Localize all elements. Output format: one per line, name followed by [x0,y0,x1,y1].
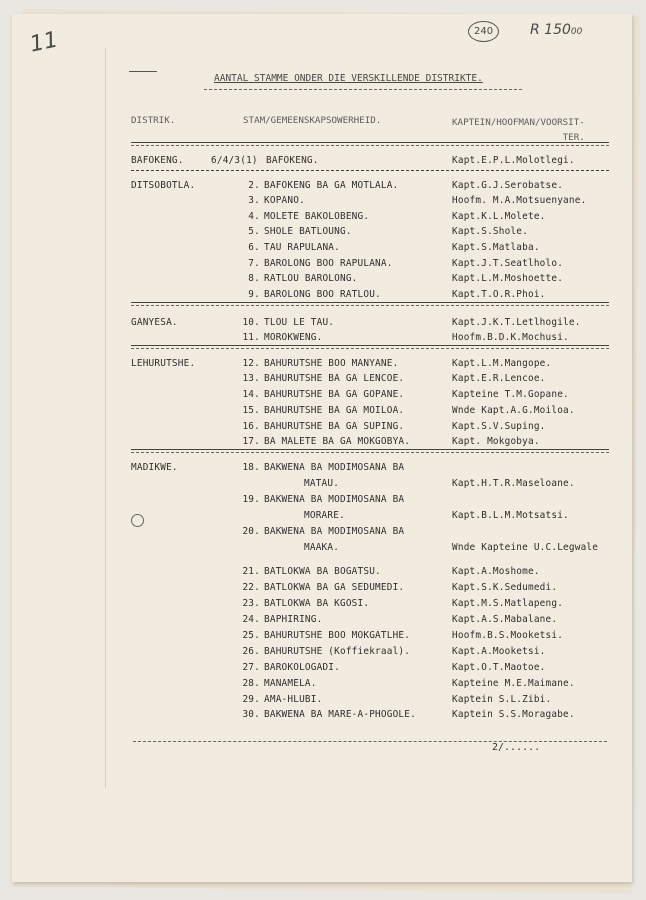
chief-name: Kapt.E.R.Lencoe. [452,373,546,384]
chief-name: Kapt.G.J.Serobatse. [452,180,564,191]
row-number: 15. [242,405,260,416]
chief-name: Kapt.O.T.Maotoe. [452,662,546,673]
header-stam: STAM/GEMEENSKAPSOWERHEID. [243,115,382,126]
row-number: 4. [248,211,260,222]
row-number: 6. [248,242,260,253]
chief-name: Kapt.L.M.Moshoette. [452,273,564,284]
tribe-name: SHOLE BATLOUNG. [264,226,352,237]
row-number: 30. [242,709,260,720]
row-number: 21. [242,566,260,577]
tribe-name: BAKWENA BA MODIMOSANA BA [264,526,405,537]
header-kaptein-line1: KAPTEIN/HOOFMAN/VOORSIT- [452,117,585,128]
tribe-name-continued: MAAKA. [304,542,340,553]
pencil-mark: 11 [27,27,61,58]
chief-name: Kapt.J.T.Seatlholo. [452,258,564,269]
section-rule-bafokeng [131,170,609,171]
row-number: 28. [242,678,260,689]
row-number: 17. [242,436,260,447]
row-number: 2. [248,180,260,191]
tribe-name: MOROKWENG. [264,332,323,343]
header-distrik: DISTRIK. [131,115,176,126]
row-number: 18. [242,462,260,473]
row-number: 25. [242,630,260,641]
row-number: 20. [242,526,260,537]
row-number: 19. [242,494,260,505]
bafokeng-district: BAFOKENG. [131,155,184,166]
bafokeng-kaptein: Kapt.E.P.L.Molotlegi. [452,155,575,166]
row-number: 29. [242,694,260,705]
tribe-name: BAHURUTSHE BA GA LENCOE. [264,373,405,384]
tribe-name: BAHURUTSHE BA GA GOPANE. [264,389,405,400]
chief-name: Kapt.S.V.Suping. [452,421,546,432]
chief-name: Kapteine M.E.Maimane. [452,678,575,689]
chief-name: Kapt.S.Matlaba. [452,242,540,253]
tribe-name: BAHURUTSHE BOO MANYANE. [264,358,399,369]
row-number: 26. [242,646,260,657]
row-number: 23. [242,598,260,609]
tribe-name: BAHURUTSHE BA GA MOILOA. [264,405,405,416]
header-rule [131,142,609,146]
row-number: 7. [248,258,260,269]
tribe-name: TAU RAPULANA. [264,242,340,253]
chief-name: Hoofm.B.D.K.Mochusi. [452,332,569,343]
tribe-name: BATLOKWA BA KGOSI. [264,598,370,609]
row-number: 5. [248,226,260,237]
district-name: GANYESA. [131,317,178,328]
chief-name: Kapt.S.Shole. [452,226,528,237]
title-underline [204,89,522,90]
header-kaptein [452,115,585,145]
row-number: 8. [248,273,260,284]
tribe-name: MOLETE BAKOLOBENG. [264,211,370,222]
tribe-name: BAROLONG BOO RATLOU. [264,289,381,300]
chief-name: Kapt.J.K.T.Letlhogile. [452,317,581,328]
tribe-name: BAKWENA BA MODIMOSANA BA [264,494,405,505]
chief-name: Kapteine T.M.Gopane. [452,389,569,400]
tribe-name-continued: MATAU. [304,478,340,489]
page-continuation: 2/...... [492,742,541,753]
row-number: 11. [242,332,260,343]
row-number: 16. [242,421,260,432]
row-number: 27. [242,662,260,673]
section-rule-ditsobotla [131,302,609,306]
tribe-name: BA MALETE BA GA MOKGOBYA. [264,436,411,447]
chief-name: Kapt.T.O.R.Phoi. [452,289,546,300]
tribe-name: BATLOKWA BA BOGATSU. [264,566,381,577]
row-number: 12. [242,358,260,369]
document-title: AANTAL STAMME ONDER DIE VERSKILLENDE DISTRIKTE. [214,73,483,84]
row-number: 3. [248,195,260,206]
tribe-name: BAFOKENG BA GA MOTLALA. [264,180,399,191]
chief-name: Kapt. Mokgobya. [452,436,540,447]
chief-name: Kaptein S.S.Moragabe. [452,709,575,720]
tribe-name: BATLOKWA BA GA SEDUMEDI. [264,582,405,593]
tribe-name: KOPANO. [264,195,305,206]
chief-name: Kapt.L.M.Mangope. [452,358,552,369]
circled-page-number: 240 [468,21,499,42]
section-rule-lehurutshe [131,449,609,453]
margin-line [105,48,106,788]
chief-name: Kapt.A.Mooketsi. [452,646,546,657]
chief-name: Kapt.A.Moshome. [452,566,540,577]
tribe-name: BAKWENA BA MODIMOSANA BA [264,462,405,473]
district-name: LEHURUTSHE. [131,358,196,369]
row-number: 24. [242,614,260,625]
tribe-name: BAROLONG BOO RAPULANA. [264,258,393,269]
tribe-name: BAHURUTSHE BA GA SUPING. [264,421,405,432]
tribe-name: RATLOU BAROLONG. [264,273,358,284]
chief-name: Kapt.S.K.Sedumedi. [452,582,558,593]
tribe-name: BAHURUTSHE (Koffiekraal). [264,646,411,657]
chief-name: Wnde Kapt.A.G.Moiloa. [452,405,575,416]
row-number: 14. [242,389,260,400]
chief-name: Hoofm. M.A.Motsuenyane. [452,195,587,206]
price-mark: R 15000 [530,22,583,38]
row-number: 13. [242,373,260,384]
chief-name: Kapt.A.S.Mabalane. [452,614,558,625]
chief-name: Wnde Kapteine U.C.Legwale [452,542,599,553]
tribe-name: MANAMELA. [264,678,317,689]
bafokeng-stam: BAFOKENG. [266,155,319,166]
row-number: 22. [242,582,260,593]
tribe-name: AMA-HLUBI. [264,694,323,705]
row-number: 9. [248,289,260,300]
tribe-name-continued: MORARE. [304,510,345,521]
district-name: DITSOBOTLA. [131,180,196,191]
chief-name: Kapt.H.T.R.Maseloane. [452,478,575,489]
chief-name: Kapt.B.L.M.Motsatsi. [452,510,569,521]
row-number: 10. [242,317,260,328]
tribe-name: BAKWENA BA MARE-A-PHOGOLE. [264,709,416,720]
header-kaptein-line2: TER. [562,132,585,143]
tribe-name: BAHURUTSHE BOO MOKGATLHE. [264,630,411,641]
chief-name: Kaptein S.L.Zibi. [452,694,552,705]
punch-hole [131,514,144,527]
tribe-name: BAROKOLOGADI. [264,662,340,673]
chief-name: Hoofm.B.S.Mooketsi. [452,630,564,641]
district-name: MADIKWE. [131,462,178,473]
tribe-name: BAPHIRING. [264,614,323,625]
chief-name: Kapt.M.S.Matlapeng. [452,598,564,609]
section-rule-ganyesa [131,345,609,349]
bafokeng-ref: 6/4/3(1) [211,155,258,166]
tribe-name: TLOU LE TAU. [264,317,335,328]
top-dash [129,71,157,72]
chief-name: Kapt.K.L.Molete. [452,211,546,222]
